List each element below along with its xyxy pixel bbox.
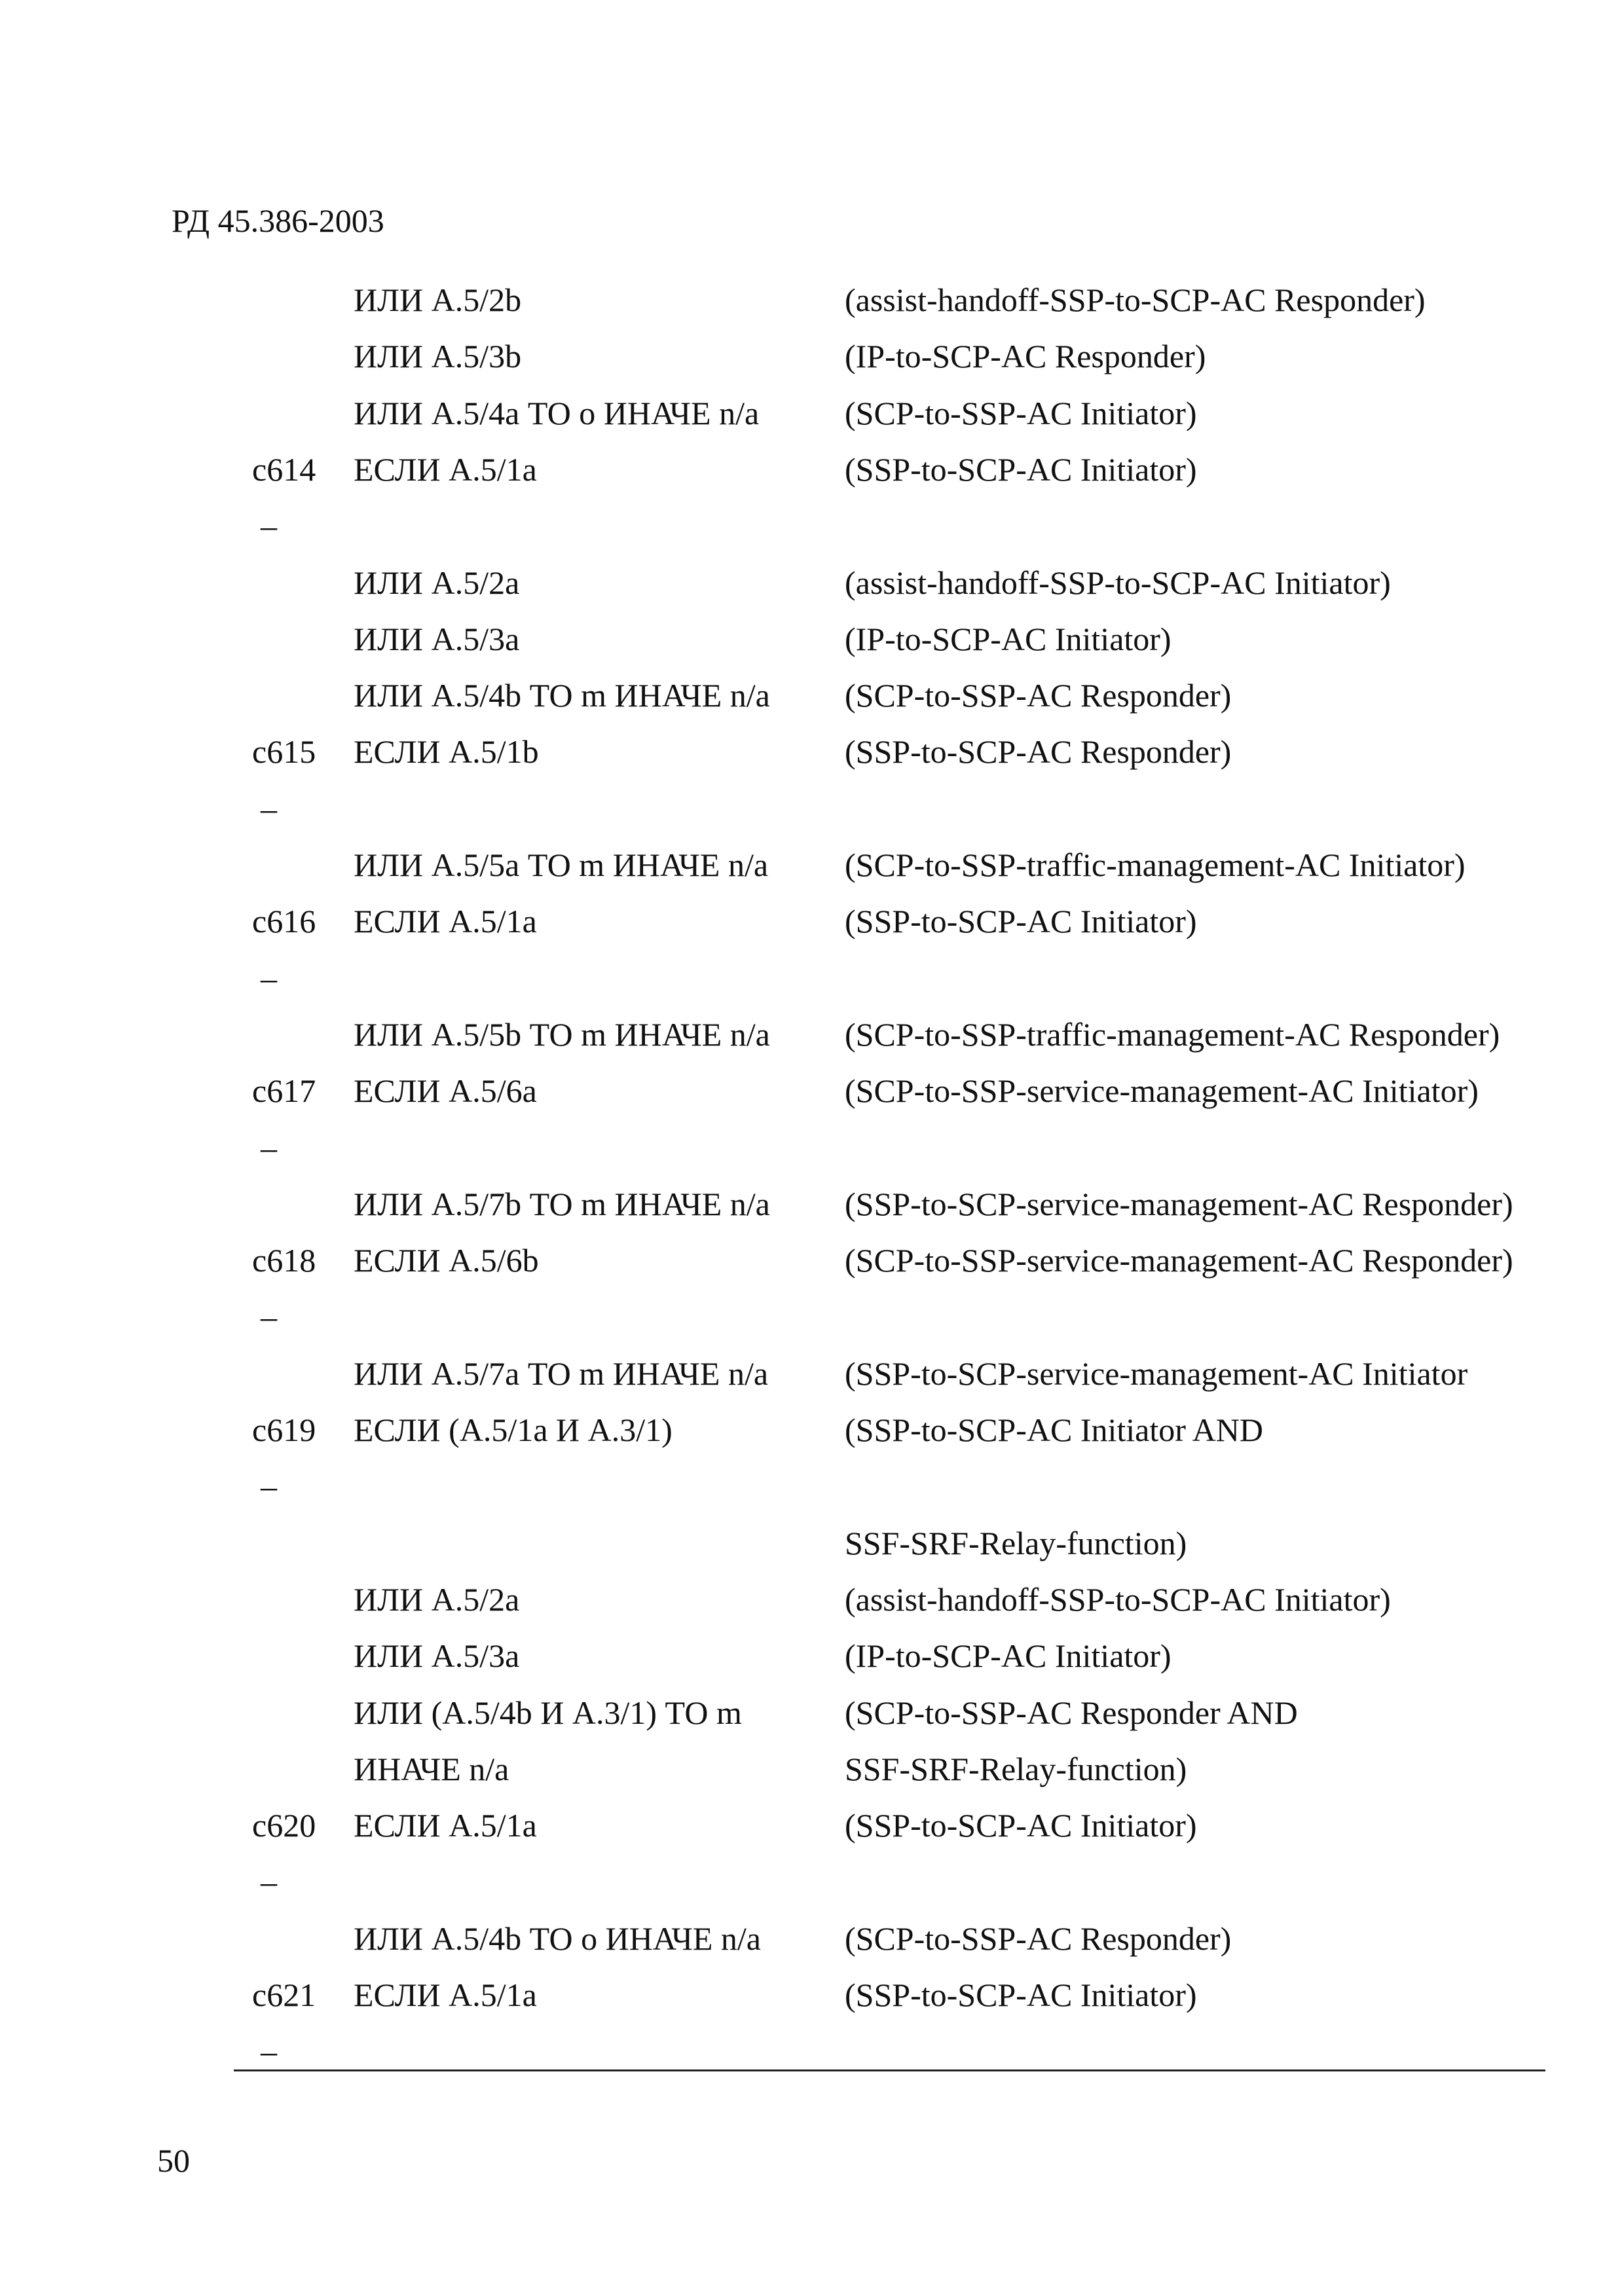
table-row: [0, 506, 1624, 545]
condition-code: c614: [252, 451, 316, 488]
table-row: [0, 1467, 1624, 1506]
table-row: [0, 619, 1624, 659]
table-row: [0, 1410, 1624, 1449]
condition-expression: ИЛИ A.5/2b: [354, 282, 522, 318]
condition-code: c617: [252, 1072, 316, 1109]
condition-description: (assist-handoff-SSP-to-SCP-AC Initiator): [845, 564, 1391, 601]
condition-description: (SCP-to-SSP-AC Responder AND: [845, 1694, 1298, 1731]
table-row: [0, 563, 1624, 602]
table-row: [0, 1354, 1624, 1393]
condition-expression: ИЛИ A.5/2a: [354, 1581, 520, 1618]
table-row: [0, 1693, 1624, 1732]
table-row: [0, 1975, 1624, 2014]
condition-expression: ЕСЛИ A.5/1a: [354, 903, 537, 939]
condition-description: (SSP-to-SCP-AC Initiator): [845, 1807, 1197, 1844]
condition-code: c616: [252, 903, 316, 939]
condition-expression: ИЛИ A.5/5b ТО m ИНАЧЕ n/a: [354, 1016, 770, 1053]
condition-description: (IP-to-SCP-AC Initiator): [845, 621, 1172, 657]
condition-description: (SCP-to-SSP-traffic-management-AC Responder): [845, 1016, 1500, 1053]
table-row: [0, 280, 1624, 319]
condition-description: (SSP-to-SCP-AC Initiator AND: [845, 1412, 1263, 1448]
condition-code: –: [261, 1129, 277, 1166]
condition-expression: ИНАЧЕ n/a: [354, 1751, 509, 1787]
condition-expression: ЕСЛИ A.5/1a: [354, 451, 537, 488]
condition-description: (IP-to-SCP-AC Initiator): [845, 1637, 1172, 1674]
condition-expression: ЕСЛИ (A.5/1a И A.3/1): [354, 1412, 673, 1448]
condition-code: c618: [252, 1242, 316, 1279]
condition-code: –: [261, 507, 277, 544]
table-row: [0, 337, 1624, 376]
condition-description: (SCP-to-SSP-AC Responder): [845, 1920, 1232, 1957]
table-row: [0, 1636, 1624, 1675]
table-row: [0, 1241, 1624, 1280]
condition-description: (SSP-to-SCP-AC Initiator): [845, 903, 1197, 939]
condition-description: (SSP-to-SCP-AC Initiator): [845, 451, 1197, 488]
table-row: [0, 1128, 1624, 1167]
condition-code: –: [261, 1468, 277, 1504]
condition-code: –: [261, 2033, 277, 2069]
table-row: [0, 1071, 1624, 1110]
condition-description: SSF-SRF-Relay-function): [845, 1525, 1187, 1561]
table-row: [0, 902, 1624, 941]
condition-expression: ЕСЛИ A.5/6b: [354, 1242, 539, 1279]
table-row: [0, 393, 1624, 433]
condition-expression: ИЛИ A.5/3b: [354, 338, 522, 374]
table-row: [0, 1184, 1624, 1224]
condition-code: –: [261, 1298, 277, 1335]
condition-expression: ЕСЛИ A.5/6a: [354, 1072, 537, 1109]
table-row: [0, 1749, 1624, 1789]
condition-expression: ИЛИ A.5/3a: [354, 621, 520, 657]
condition-code: c620: [252, 1807, 316, 1844]
condition-expression: ИЛИ (A.5/4b И A.3/1) ТО m: [354, 1694, 742, 1731]
table-row: [0, 1806, 1624, 1845]
condition-expression: ИЛИ A.5/3a: [354, 1637, 520, 1674]
condition-description: (SSP-to-SCP-service-management-AC Responder): [845, 1186, 1513, 1222]
table-row: [0, 2032, 1624, 2071]
condition-description: (SCP-to-SSP-service-management-AC Initiator): [845, 1072, 1479, 1109]
footer-divider: [234, 2069, 1545, 2071]
condition-description: (SSP-to-SCP-service-management-AC Initiator: [845, 1355, 1468, 1392]
table-row: [0, 1297, 1624, 1336]
condition-code: c621: [252, 1977, 316, 2013]
document-code: РД 45.386-2003: [172, 202, 384, 239]
condition-expression: ЕСЛИ A.5/1a: [354, 1807, 537, 1844]
table-row: [0, 789, 1624, 828]
condition-description: SSF-SRF-Relay-function): [845, 1751, 1187, 1787]
condition-expression: ИЛИ A.5/7b ТО m ИНАЧЕ n/a: [354, 1186, 770, 1222]
condition-expression: ИЛИ A.5/7a ТО m ИНАЧЕ n/a: [354, 1355, 769, 1392]
table-row: [0, 958, 1624, 998]
condition-description: (assist-handoff-SSP-to-SCP-AC Responder): [845, 282, 1426, 318]
table-row: [0, 1862, 1624, 1901]
table-row: [0, 1015, 1624, 1054]
condition-code: c619: [252, 1412, 316, 1448]
condition-description: (SCP-to-SSP-service-management-AC Responder): [845, 1242, 1513, 1279]
table-row: [0, 1580, 1624, 1619]
table-row: [0, 676, 1624, 715]
table-row: [0, 732, 1624, 771]
condition-description: (assist-handoff-SSP-to-SCP-AC Initiator): [845, 1581, 1391, 1618]
condition-expression: ЕСЛИ A.5/1b: [354, 733, 539, 770]
table-row: [0, 845, 1624, 884]
condition-code: –: [261, 1863, 277, 1900]
condition-expression: ИЛИ A.5/4b ТО о ИНАЧЕ n/a: [354, 1920, 761, 1957]
condition-description: (SCP-to-SSP-AC Initiator): [845, 395, 1197, 431]
table-row: [0, 1919, 1624, 1958]
condition-description: (SSP-to-SCP-AC Initiator): [845, 1977, 1197, 2013]
condition-expression: ИЛИ A.5/2a: [354, 564, 520, 601]
condition-expression: ЕСЛИ A.5/1a: [354, 1977, 537, 2013]
table-row: [0, 450, 1624, 489]
condition-description: (SSP-to-SCP-AC Responder): [845, 733, 1232, 770]
condition-code: –: [261, 790, 277, 827]
condition-code: –: [261, 960, 277, 996]
condition-description: (SCP-to-SSP-AC Responder): [845, 677, 1232, 714]
condition-code: c615: [252, 733, 316, 770]
condition-expression: ИЛИ A.5/5a ТО m ИНАЧЕ n/a: [354, 847, 769, 883]
condition-description: (IP-to-SCP-AC Responder): [845, 338, 1206, 374]
table-row: [0, 1523, 1624, 1563]
condition-expression: ИЛИ A.5/4a ТО о ИНАЧЕ n/a: [354, 395, 760, 431]
page-number: 50: [157, 2142, 190, 2179]
condition-description: (SCP-to-SSP-traffic-management-AC Initiator): [845, 847, 1466, 883]
condition-expression: ИЛИ A.5/4b ТО m ИНАЧЕ n/a: [354, 677, 770, 714]
